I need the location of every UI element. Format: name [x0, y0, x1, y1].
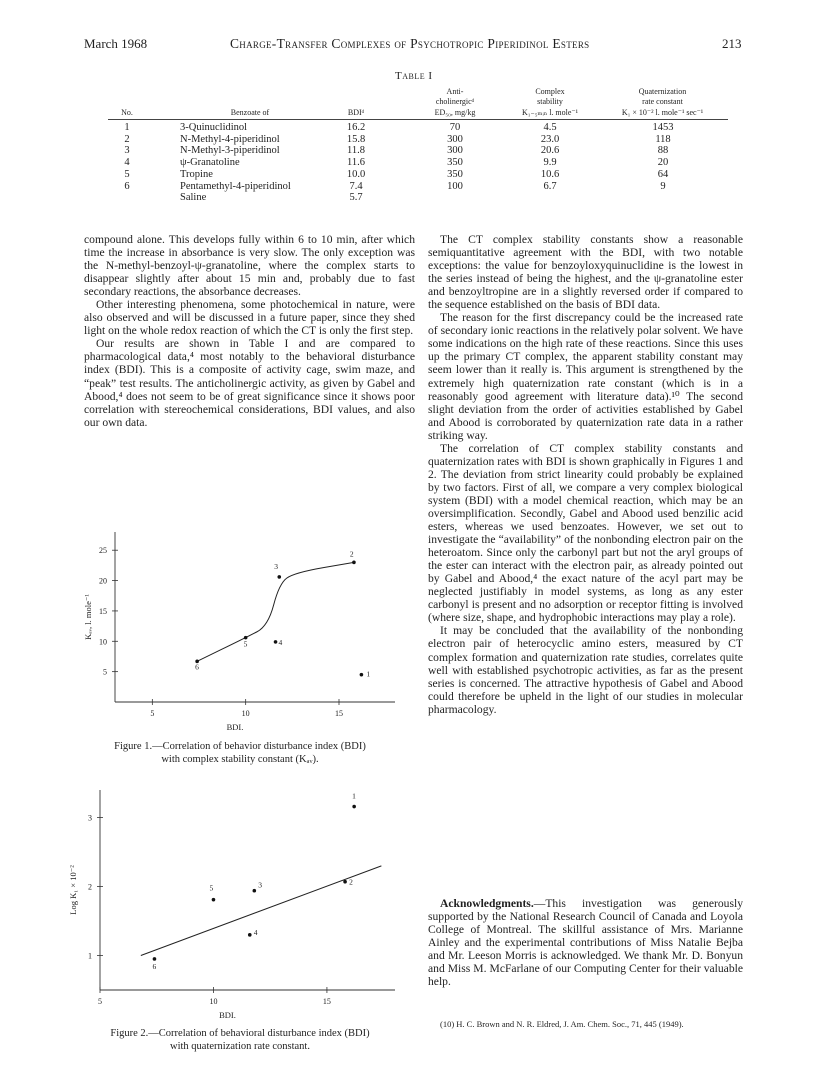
y-tick-label: 2	[88, 882, 92, 892]
header-complex-stability	[505, 87, 595, 107]
figure-1-caption	[60, 741, 420, 766]
table-cell-stab: 9.9	[543, 157, 557, 169]
table-cell-bdi: 10.0	[346, 168, 366, 180]
y-axis-label: Kₐᵥ, l. mole⁻¹	[83, 594, 93, 640]
table-cell-no: 3	[124, 145, 130, 157]
table-cell-bdi: 15.8	[346, 133, 366, 145]
table-cell-bdi: 11.8	[347, 145, 365, 157]
paragraph: Other interesting phenomena, some photochemical in nature, were also observed and will be discussed in a future paper, since they shed light on the whole redox reaction of which the CT is only the first step.	[84, 298, 415, 338]
figure-2-caption-line2: with quaternization rate constant.	[170, 1040, 310, 1052]
paragraph: The reason for the first discrepancy could be the increased rate of secondary ionic reactions in the relatively polar solvent. We have some indications on the high rate of these reactions. Since this uses up the primary CT complex, the apparent stability constant may seem lower than it really is. This argument is strengthened by the extremely high quaternization rate constant (which is in a reasonably good agreement with literature data).¹⁰ The second slight deviation from the order of activities established by Gabel and Abood is corroborated by quaternization rate data in a rather striking way.	[428, 311, 743, 442]
data-point-label: 1	[352, 791, 356, 801]
fit-curve	[197, 562, 354, 661]
data-point-label: 4	[278, 637, 283, 647]
table-cell-no: 5	[124, 168, 130, 180]
data-point	[352, 561, 356, 565]
data-point	[343, 880, 347, 884]
acknowledgments-heading: Acknowledgments.	[440, 897, 534, 910]
figure-1	[60, 520, 400, 735]
table-cell-name: Tropine	[180, 168, 213, 180]
table-cell-stab: 20.6	[540, 145, 560, 157]
table-cell-anti: 350	[447, 168, 463, 180]
y-tick-label: 15	[99, 606, 107, 616]
data-point	[153, 957, 157, 961]
data-point-label: 5	[243, 639, 248, 649]
data-point	[352, 805, 356, 809]
header-benzoate: Benzoate of	[230, 108, 270, 117]
table-cell-name: N-Methyl-4-piperidinol	[180, 133, 280, 145]
header-anti-line1: Anti-	[446, 87, 464, 96]
x-axis-label: BDI.	[226, 722, 244, 732]
right-column-text	[428, 233, 743, 716]
table-cell-anti: 300	[447, 145, 463, 157]
table-cell-name: Pentamethyl-4-piperidinol	[180, 180, 291, 192]
data-point	[360, 673, 364, 677]
left-column-text	[84, 233, 415, 429]
table-cell-quat: 118	[655, 133, 671, 145]
table-cell-bdi: 11.6	[347, 157, 365, 169]
table-cell-quat: 64	[657, 168, 669, 180]
fit-line	[141, 866, 382, 956]
figure-2	[60, 785, 400, 1020]
header-no: No.	[121, 108, 133, 117]
table-cell-anti: 300	[447, 133, 463, 145]
y-tick-label: 20	[99, 576, 107, 586]
table-cell-no: 4	[124, 157, 130, 169]
table-cell-name: N-Methyl-3-piperidinol	[180, 145, 280, 157]
figure-1-caption-line1: Figure 1.—Correlation of behavior disturbance index (BDI)	[114, 741, 366, 752]
x-tick-label: 5	[98, 997, 102, 1006]
header-anti-line2: cholinergicᵈ	[435, 97, 475, 106]
x-tick-label: 5	[150, 709, 155, 718]
y-axis-label: Log K₁ × 10⁻²	[68, 865, 78, 915]
figure-2-caption	[60, 1028, 420, 1053]
table-cell-no: 2	[124, 133, 130, 145]
data-point-label: 5	[209, 883, 214, 893]
header-quat-line1: Quaternization	[638, 87, 687, 96]
table-cell-quat: 9	[660, 180, 666, 192]
header-quaternization	[600, 87, 725, 107]
header-stab-line3: K₁₋₅ₘᵢₙ l. mole⁻¹	[521, 108, 579, 117]
paragraph: Our results are shown in Table I and are compared to pharmacological data,⁴ most notably to the behavioral disturbance index (BDI). This is a composite of activity cage, swim maze, and “peak” test results. The anticholinergic activity, as given by Gabel and Abood,⁴ does not seem to be of great significance since it shows poor correlation with stereochemical considerations, BDI values, and also our own data.	[84, 337, 415, 429]
table-cell-quat: 20	[657, 157, 669, 169]
data-point-label: 1	[366, 669, 371, 679]
table-cell-name: Saline	[180, 192, 207, 204]
figure-1-caption-line2: with complex stability constant (Kₐᵥ).	[161, 753, 319, 765]
data-point-label: 2	[349, 549, 354, 559]
table-cell-stab: 23.0	[540, 133, 560, 145]
table-cell-anti: 70	[449, 122, 461, 133]
footnote: (10) H. C. Brown and N. R. Eldred, J. Am. Chem. Soc., 71, 445 (1949).	[440, 1019, 684, 1029]
table-cell-name: ψ-Granatoline	[180, 157, 240, 169]
table-cell-no: 1	[124, 122, 130, 133]
data-point	[212, 898, 216, 902]
table-cell-stab: 10.6	[540, 168, 560, 180]
y-tick-label: 10	[99, 637, 107, 647]
data-point-label: 3	[258, 880, 263, 890]
y-tick-label: 5	[103, 667, 107, 677]
table-cell-bdi: 16.2	[346, 122, 366, 133]
acknowledgments	[428, 897, 743, 988]
table-header-rule	[108, 119, 728, 120]
table-cell-quat: 88	[657, 145, 669, 157]
paragraph: The correlation of CT complex stability constants and quaternization rates with BDI is shown graphically in Figures 1 and 2. The deviation from strict linearity could probably be explained by two factors. First of all, we compare a very complex biological system (BDI) with a model chemical reaction, which may be an oversimplification. Secondly, Gabel and Abood used benzilic acid esters, whereas we used benzoates. However, we set out to investigate the “availability” of the nonbonding electron pair on the heteroatom. Since only the carbonyl part but not the aryl groups of the ester can interact with the electron pair, as already pointed out by Gabel and Abood,⁴ the exact nature of the acyl part may be neglected justifiably in model systems, as long as any ester carbonyl is present and no adsorption or receptor fitting is involved (where size, shape, and hydrophobic interactions may play a role).	[428, 441, 743, 625]
y-tick-label: 1	[88, 951, 92, 961]
acknowledgments-text: —This investigation was generously supported by the National Research Council of Canada and Loyola College of Montreal. The skillful assistance of Mrs. Marianne Ainley and the experimental contributions of Miss Natalie Bejba and Mr. Leeson Morris is acknowledged. We thank Mr. D. Bonyun and Miss M. McFarlane of our Computing Center for their valuable help.	[428, 897, 743, 989]
data-point-label: 2	[349, 877, 353, 887]
header-stab-line2: stability	[537, 97, 563, 106]
header-stab-line1: Complex	[535, 87, 565, 96]
table-cell-no: 6	[124, 180, 130, 192]
x-tick-label: 15	[322, 997, 331, 1006]
y-tick-label: 3	[88, 813, 92, 823]
data-point	[248, 933, 252, 937]
data-point	[277, 575, 281, 579]
data-point	[253, 889, 257, 893]
data-point-label: 3	[274, 561, 279, 571]
figure-1-chart	[60, 520, 400, 735]
x-axis-label: BDI.	[219, 1010, 236, 1020]
table-cell-stab: 4.5	[543, 122, 557, 133]
header-anticholinergic	[432, 87, 478, 107]
running-header-date: March 1968	[84, 36, 148, 51]
figure-2-chart	[60, 785, 400, 1020]
header-anti-line3: ED₅₀, mg/kg	[434, 108, 476, 117]
data-point	[274, 640, 278, 644]
paragraph: compound alone. This develops fully within 6 to 10 min, after which time the increase in absorbance is very slow. The only exception was the N-methyl-benzoyl-ψ-granatoline, where the complex starts to disappear slightly after about 15 min and, probably due to fast secondary reactions, the absorbance decreases.	[84, 233, 415, 299]
data-point-label: 4	[253, 927, 258, 937]
table-cell-bdi: 5.7	[349, 192, 363, 204]
table-cell-anti: 100	[447, 180, 463, 192]
table-cell-bdi: 7.4	[349, 180, 363, 192]
paragraph: The CT complex stability constants show a reasonable semiquantitative agreement with the BDI, with two notable exceptions: the value for benzoyloxyquinuclidine is the lowest in the series instead of being the highest, and the ψ-granatoline ester and benzoyltropine are in a slightly reversed order if compared to the sequence established on the basis of BDI data.	[428, 233, 743, 312]
x-tick-label: 10	[209, 997, 218, 1006]
data-point-label: 6	[152, 961, 157, 971]
y-tick-label: 25	[99, 546, 107, 556]
figure-2-caption-line1: Figure 2.—Correlation of behavioral disturbance index (BDI)	[110, 1028, 370, 1039]
page-number: 213	[722, 36, 742, 51]
table-cell-anti: 350	[447, 157, 463, 169]
header-bdi: BDIᵈ	[347, 108, 365, 117]
table-cell-quat: 1453	[652, 122, 674, 133]
table-title: Table I	[395, 70, 433, 82]
table-cell-name: 3-Quinuclidinol	[180, 122, 248, 133]
x-tick-label: 10	[241, 709, 250, 718]
paragraph: It may be concluded that the availability of the nonbonding electron pair of heterocyclic amino esters, measured by CT complex formation and quaternization rate studies, correlates quite well with established psychotropic activities, as far as the present series is concerned. The attractive hypothesis of Gabel and Abood could therefore be upheld in the light of our studies in molecular pharmacology.	[428, 624, 743, 716]
data-point-label: 6	[195, 662, 199, 672]
x-tick-label: 15	[335, 709, 343, 718]
running-header-title: Charge-Transfer Complexes of Psychotropic Piperidinol Esters	[230, 36, 590, 51]
header-quat-line2: rate constant	[642, 97, 683, 106]
header-quat-line3: K₁ × 10⁻² l. mole⁻¹ sec⁻¹	[621, 108, 704, 117]
table-cell-stab: 6.7	[543, 180, 557, 192]
